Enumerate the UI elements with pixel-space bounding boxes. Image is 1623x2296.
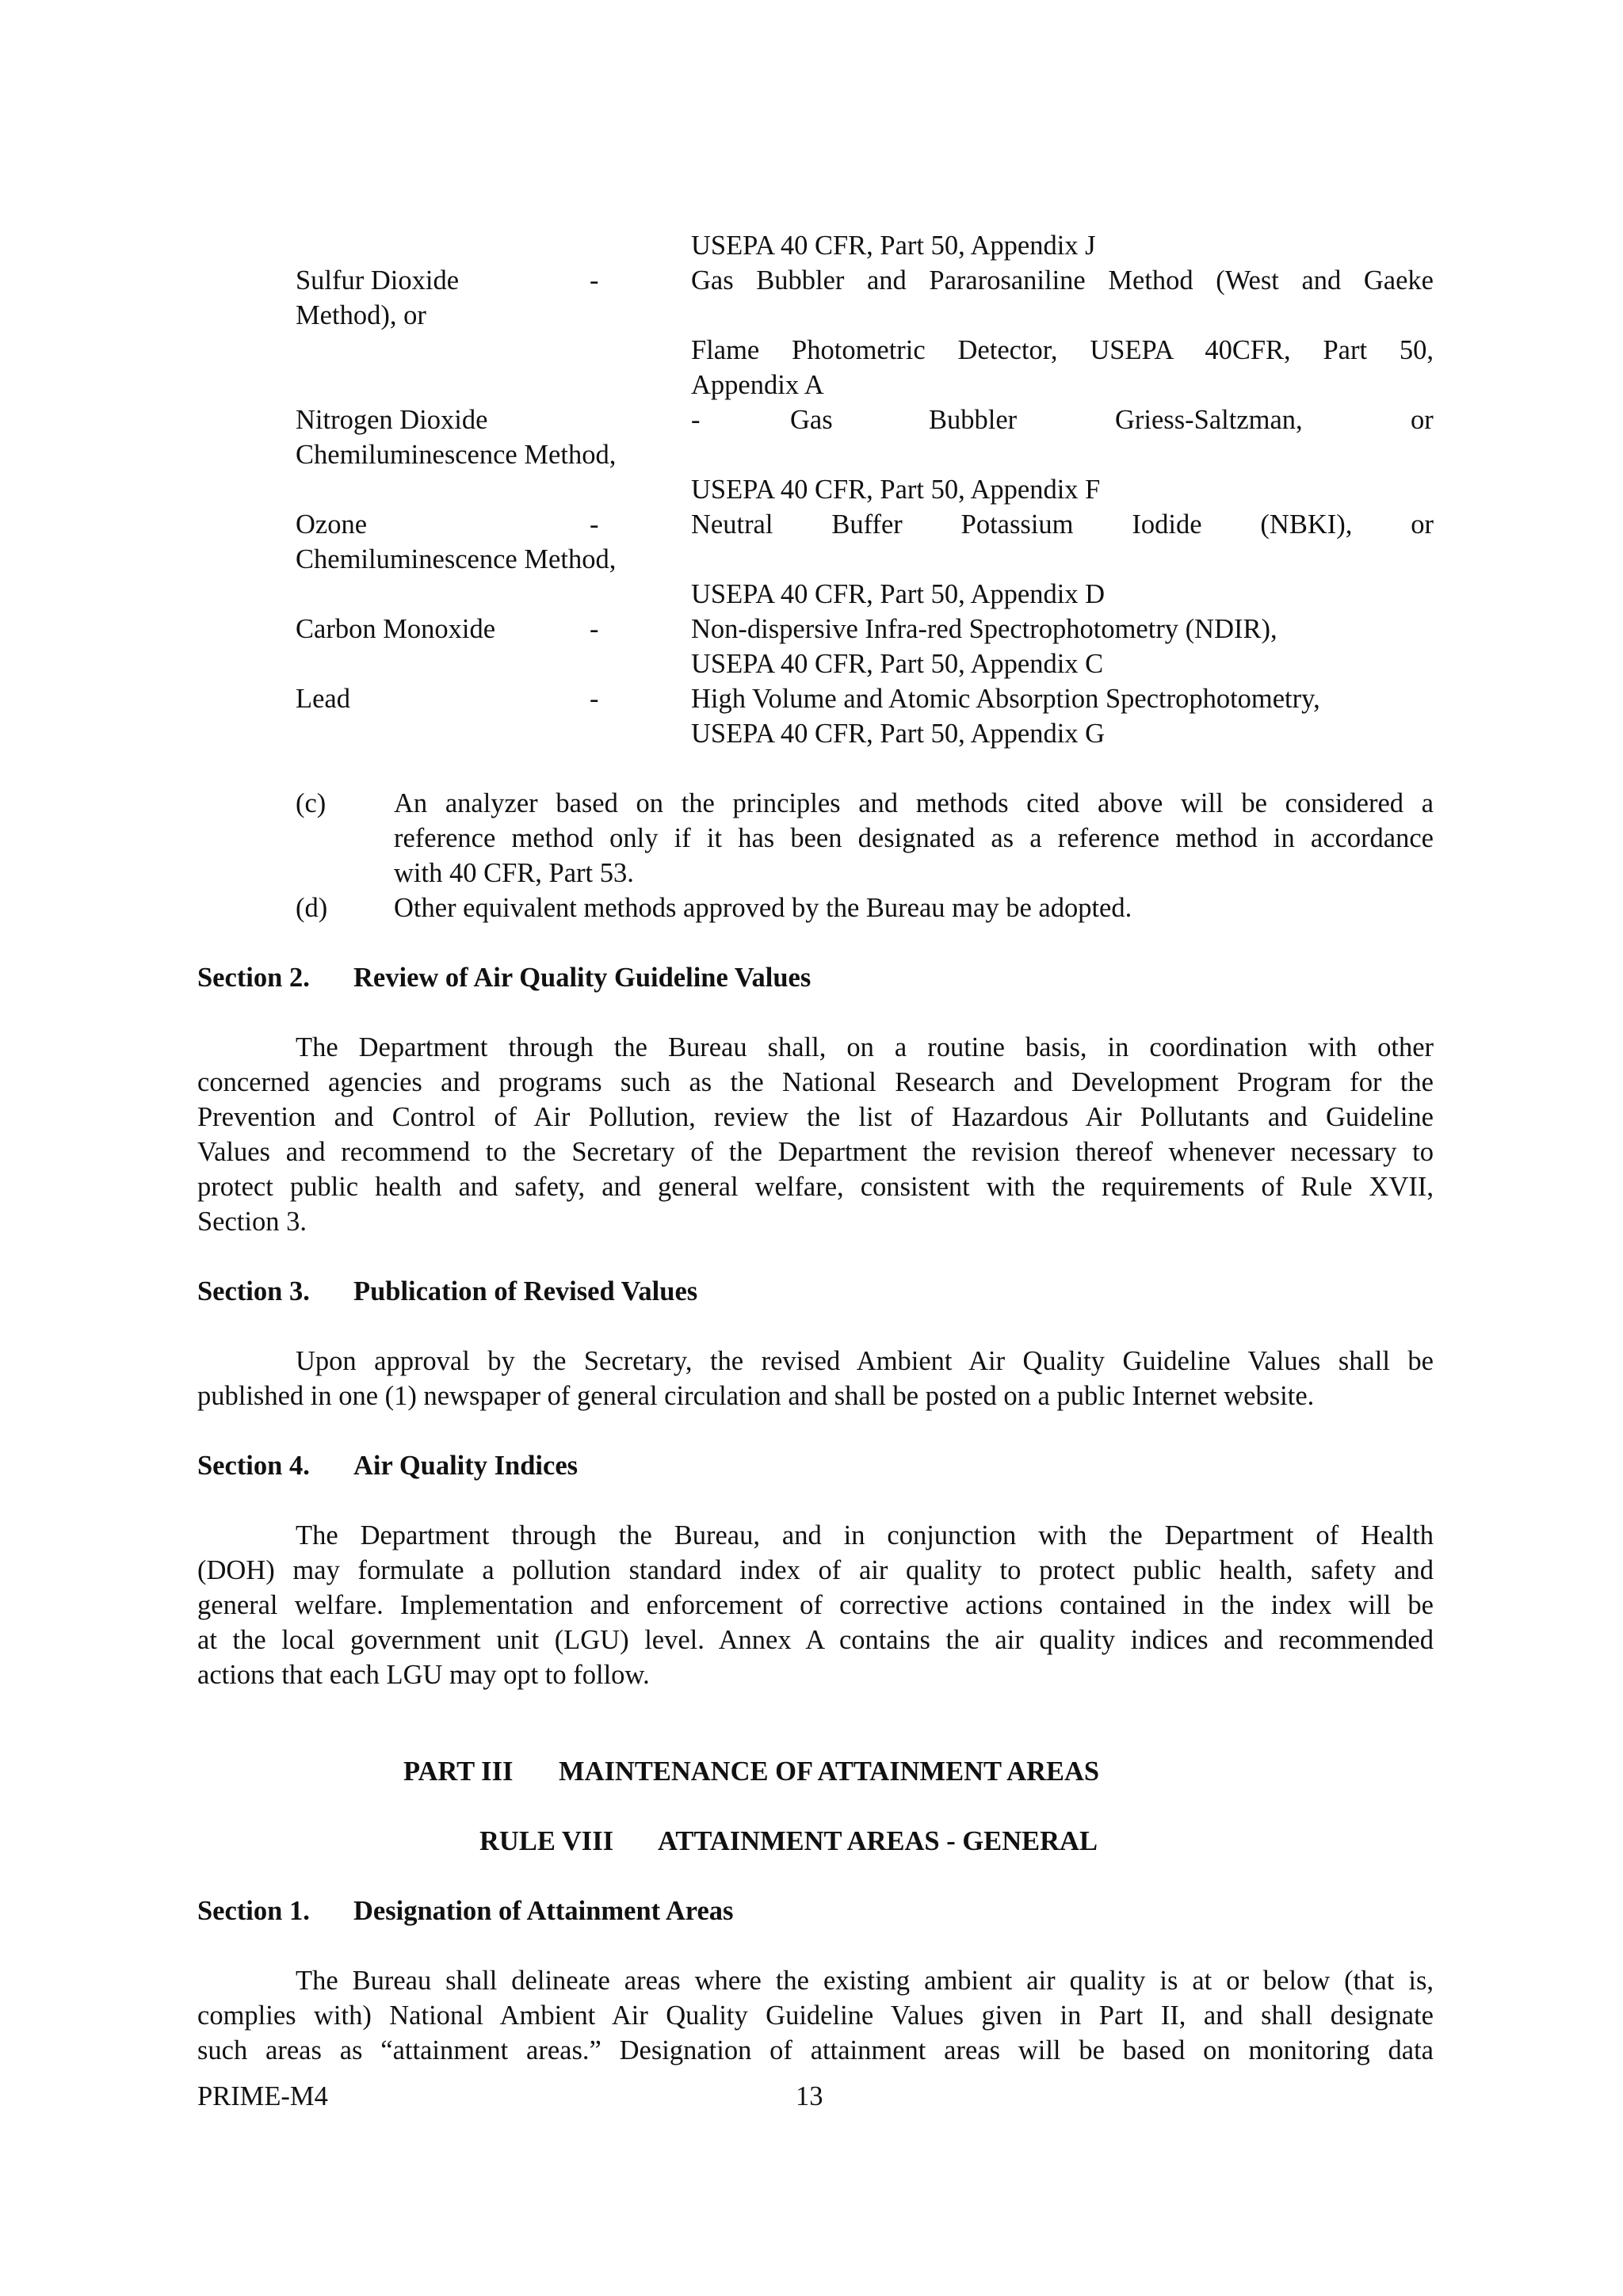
pollutant-name: Sulfur Dioxide bbox=[296, 265, 460, 296]
method-description: Method), or bbox=[296, 300, 426, 330]
method-description: Chemiluminescence Method, bbox=[296, 544, 617, 574]
method-description: or bbox=[1411, 405, 1434, 435]
section-title: Designation of Attainment Areas bbox=[353, 1896, 734, 1926]
pollutant-name: Carbon Monoxide bbox=[296, 614, 496, 644]
method-description: Gas bbox=[790, 405, 833, 435]
section-title: Air Quality Indices bbox=[353, 1451, 579, 1481]
item-text: with 40 CFR, Part 53. bbox=[394, 858, 634, 888]
footer-doc-id: PRIME-M4 bbox=[197, 2081, 328, 2111]
paragraph-line: The Department through the Bureau, and in conjunction with the Department of Health bbox=[296, 1520, 1434, 1550]
method-description: Chemiluminescence Method, bbox=[296, 440, 617, 470]
item-text: reference method only if it has been designated as a reference method in accordance bbox=[394, 823, 1434, 853]
paragraph-line: at the local government unit (LGU) level. Annex A contains the air quality indices and recommended bbox=[197, 1625, 1434, 1655]
method-description: Neutral Buffer Potassium Iodide (NBKI), or bbox=[691, 509, 1434, 540]
rule-title: ATTAINMENT AREAS - GENERAL bbox=[658, 1826, 1098, 1856]
paragraph-line: Section 3. bbox=[197, 1207, 307, 1237]
item-label: (c) bbox=[296, 788, 327, 818]
paragraph-line: The Bureau shall delineate areas where the existing ambient air quality is at or below (that is, bbox=[296, 1966, 1434, 1996]
pollutant-dash: - bbox=[590, 684, 599, 714]
pollutant-dash: - bbox=[590, 614, 599, 644]
method-description: Griess-Saltzman, bbox=[1115, 405, 1303, 435]
section-number: Section 1. bbox=[197, 1896, 310, 1926]
paragraph-line: Values and recommend to the Secretary of the Department the revision thereof whenever necessary to bbox=[197, 1137, 1434, 1167]
paragraph-line: such areas as “attainment areas.” Designation of attainment areas will be based on monitoring data bbox=[197, 2035, 1434, 2065]
item-text: Other equivalent methods approved by the Bureau may be adopted. bbox=[394, 893, 1132, 923]
method-description: Bubbler bbox=[929, 405, 1018, 435]
part-title: MAINTENANCE OF ATTAINMENT AREAS bbox=[559, 1756, 1100, 1787]
method-reference: USEPA 40 CFR, Part 50, Appendix F bbox=[691, 475, 1101, 505]
method-description: Non-dispersive Infra-red Spectrophotometry (NDIR), bbox=[691, 614, 1277, 644]
section-number: Section 2. bbox=[197, 963, 310, 993]
section-title: Review of Air Quality Guideline Values bbox=[353, 963, 812, 993]
item-text: An analyzer based on the principles and methods cited above will be considered a bbox=[394, 788, 1434, 818]
method-reference: USEPA 40 CFR, Part 50, Appendix J bbox=[691, 231, 1096, 261]
pollutant-dash: - bbox=[590, 265, 599, 296]
paragraph-line: general welfare. Implementation and enforcement of corrective actions contained in the index will be bbox=[197, 1590, 1434, 1620]
paragraph-line: Upon approval by the Secretary, the revised Ambient Air Quality Guideline Values shall be bbox=[296, 1346, 1434, 1376]
paragraph-line: complies with) National Ambient Air Quality Guideline Values given in Part II, and shall designate bbox=[197, 2000, 1434, 2031]
section-title: Publication of Revised Values bbox=[353, 1276, 698, 1306]
method-description: Gas Bubbler and Pararosaniline Method (West and Gaeke bbox=[691, 265, 1434, 296]
paragraph-line: (DOH) may formulate a pollution standard index of air quality to protect public health, safety and bbox=[197, 1555, 1434, 1585]
pollutant-name: Nitrogen Dioxide bbox=[296, 405, 488, 435]
method-reference: USEPA 40 CFR, Part 50, Appendix C bbox=[691, 649, 1104, 679]
section-number: Section 4. bbox=[197, 1451, 310, 1481]
paragraph-line: concerned agencies and programs such as the National Research and Development Program for the bbox=[197, 1067, 1434, 1097]
method-description: Flame Photometric Detector, USEPA 40CFR, Part 50, bbox=[691, 335, 1434, 365]
section-number: Section 3. bbox=[197, 1276, 310, 1306]
pollutant-dash: - bbox=[691, 405, 701, 435]
paragraph-line: protect public health and safety, and general welfare, consistent with the requirements of Rule XVII, bbox=[197, 1172, 1434, 1202]
paragraph-line: Prevention and Control of Air Pollution, review the list of Hazardous Air Pollutants and Guideline bbox=[197, 1102, 1434, 1132]
method-reference: USEPA 40 CFR, Part 50, Appendix D bbox=[691, 579, 1106, 609]
method-reference: USEPA 40 CFR, Part 50, Appendix G bbox=[691, 719, 1106, 749]
pollutant-dash: - bbox=[590, 509, 599, 540]
pollutant-name: Lead bbox=[296, 684, 350, 714]
page-number: 13 bbox=[796, 2081, 823, 2111]
method-description: High Volume and Atomic Absorption Spectrophotometry, bbox=[691, 684, 1320, 714]
paragraph-line: published in one (1) newspaper of general circulation and shall be posted on a public Internet website. bbox=[197, 1381, 1315, 1411]
method-reference: Appendix A bbox=[691, 370, 824, 400]
pollutant-name: Ozone bbox=[296, 509, 368, 540]
rule-label: RULE VIII bbox=[479, 1826, 614, 1856]
item-label: (d) bbox=[296, 893, 328, 923]
part-label: PART III bbox=[403, 1756, 514, 1787]
paragraph-line: The Department through the Bureau shall, on a routine basis, in coordination with other bbox=[296, 1032, 1434, 1062]
paragraph-line: actions that each LGU may opt to follow. bbox=[197, 1660, 650, 1690]
